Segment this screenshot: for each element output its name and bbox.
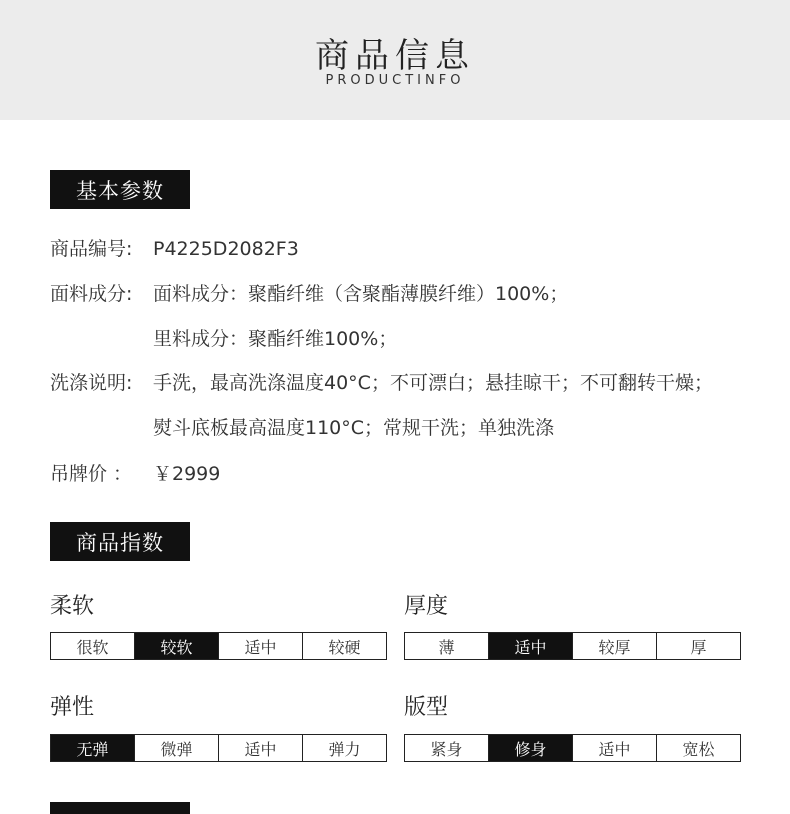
elasticity-option: 微弹 — [135, 735, 219, 761]
elasticity-scale — [50, 734, 387, 762]
fabric-value: 面料成分：聚酯纤维（含聚酯薄膜纤维）100%； — [153, 283, 569, 305]
thickness-option: 较厚 — [573, 633, 657, 659]
price-value: ￥2999 — [153, 463, 221, 485]
product-index-tag: 商品指数 — [50, 522, 190, 561]
basic-params-tag: 基本参数 — [50, 170, 190, 209]
thickness-title: 厚度 — [404, 594, 449, 619]
wash-label: 洗涤说明: — [50, 372, 133, 394]
softness-option: 较软 — [135, 633, 219, 659]
fit-option: 紧身 — [405, 735, 489, 761]
wash-line1: 手洗，最高洗涤温度40°C；不可漂白；悬挂晾干；不可翻转干燥； — [153, 372, 713, 394]
next-section-tag — [50, 802, 190, 814]
price-row — [50, 462, 221, 486]
softness-option: 适中 — [219, 633, 303, 659]
product-code-value: P4225D2082F3 — [153, 238, 299, 260]
page-title: 商品信息 — [315, 36, 475, 76]
softness-title: 柔软 — [50, 594, 95, 619]
fit-title: 版型 — [404, 695, 449, 720]
elasticity-option: 适中 — [219, 735, 303, 761]
softness-option: 很软 — [51, 633, 135, 659]
thickness-option: 适中 — [489, 633, 573, 659]
elasticity-title: 弹性 — [50, 695, 95, 720]
thickness-option: 薄 — [405, 633, 489, 659]
product-info-header — [0, 0, 790, 120]
fit-scale — [404, 734, 741, 762]
wash-row — [50, 371, 713, 395]
fabric-row — [50, 282, 569, 306]
product-code-label: 商品编号: — [50, 238, 133, 260]
product-code-row — [50, 237, 299, 261]
softness-scale — [50, 632, 387, 660]
page-subtitle: PRODUCTINFO — [325, 73, 465, 88]
fabric-label: 面料成分: — [50, 283, 133, 305]
softness-option: 较硬 — [328, 637, 361, 657]
wash-line2: 熨斗底板最高温度110°C；常规干洗；单独洗涤 — [153, 417, 555, 439]
lining-value: 里料成分：聚酯纤维100%； — [153, 328, 398, 350]
fit-option: 适中 — [573, 735, 657, 761]
price-label: 吊牌价 ： — [50, 463, 133, 485]
elasticity-option: 无弹 — [51, 735, 135, 761]
elasticity-option: 弹力 — [328, 739, 361, 759]
fit-option: 修身 — [489, 735, 573, 761]
fit-option: 宽松 — [682, 739, 715, 759]
thickness-scale — [404, 632, 741, 660]
thickness-option: 厚 — [690, 637, 707, 657]
